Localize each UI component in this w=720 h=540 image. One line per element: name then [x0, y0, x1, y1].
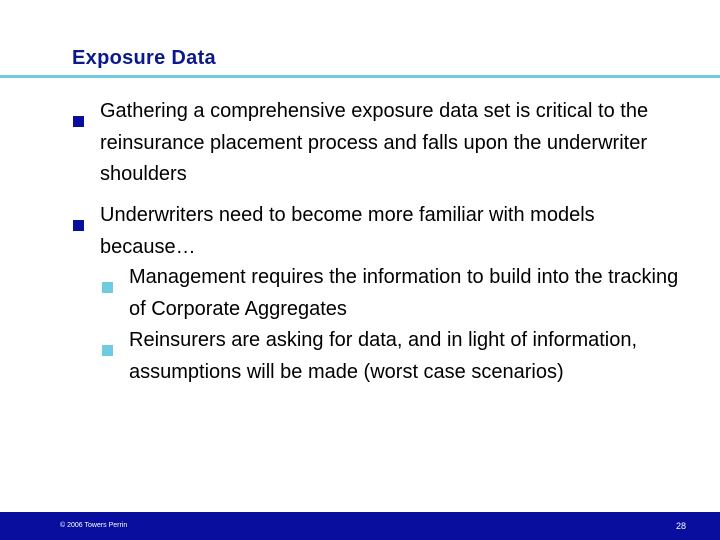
square-bullet-icon [102, 335, 113, 346]
slide-title: Exposure Data [72, 47, 216, 69]
page-number: 28 [675, 521, 686, 531]
sub-bullet-text: Management requires the information to build into the tracking of Corporate Aggregates [129, 266, 679, 320]
square-bullet-icon [73, 210, 84, 221]
bullet-item [73, 96, 693, 191]
bullet-text: Gathering a comprehensive exposure data set is critical to the reinsurance placement process and falls upon the underwriter shoulders [100, 100, 649, 185]
square-bullet-icon [102, 272, 113, 283]
bullet-item [73, 200, 693, 263]
sub-bullet-text: Reinsurers are asking for data, and in light of information, assumptions will be made (worst case scenarios) [129, 329, 638, 383]
sub-bullet-item [102, 325, 692, 388]
bullet-text: Underwriters need to become more familiar with models because… [100, 204, 595, 258]
footer-bar [0, 512, 720, 540]
square-bullet-icon [73, 106, 84, 117]
sub-bullet-item [102, 262, 692, 325]
copyright-text: © 2006 Towers Perrin [60, 522, 128, 529]
